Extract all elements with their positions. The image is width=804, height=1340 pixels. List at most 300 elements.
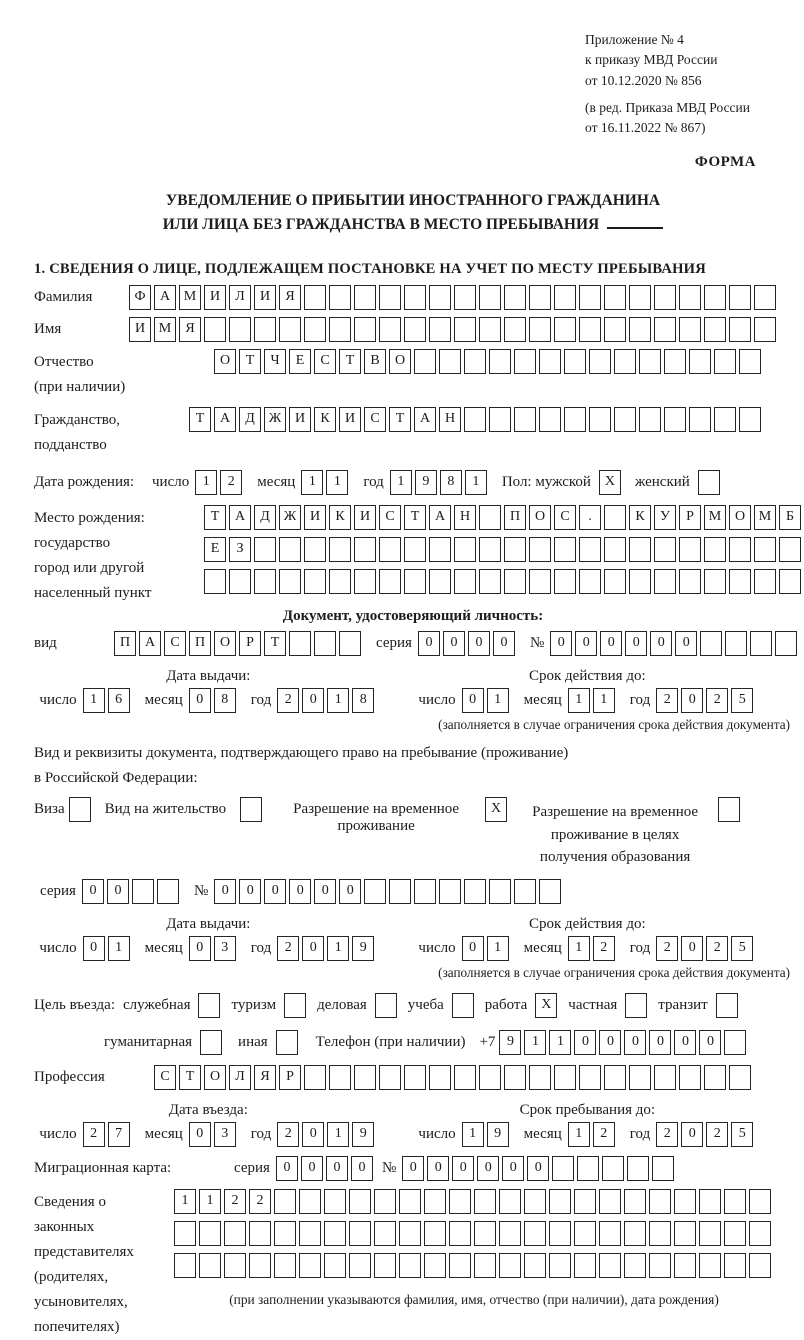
char-cell[interactable]: И [304,505,326,530]
business-checkbox[interactable] [375,993,397,1018]
char-cell[interactable]: 8 [214,688,236,713]
char-cell[interactable] [604,1065,626,1090]
char-cell[interactable] [624,1189,646,1214]
char-cell[interactable] [174,1221,196,1246]
char-cell[interactable] [249,1253,271,1278]
char-cell[interactable]: Т [204,505,226,530]
char-cell[interactable]: 0 [681,688,703,713]
char-cell[interactable]: О [204,1065,226,1090]
private-checkbox[interactable] [625,993,647,1018]
char-cell[interactable]: И [339,407,361,432]
char-cell[interactable] [464,407,486,432]
char-cell[interactable] [739,407,761,432]
char-cell[interactable] [529,569,551,594]
char-cell[interactable]: 1 [108,936,130,961]
char-cell[interactable] [679,317,701,342]
char-cell[interactable]: 0 [301,1156,323,1181]
char-cell[interactable] [779,537,801,562]
char-cell[interactable] [514,349,536,374]
char-cell[interactable] [454,285,476,310]
char-cell[interactable] [627,1156,649,1181]
char-cell[interactable]: Т [339,349,361,374]
char-cell[interactable]: 0 [351,1156,373,1181]
char-cell[interactable] [599,1221,621,1246]
char-cell[interactable] [199,1253,221,1278]
char-cell[interactable]: 6 [108,688,130,713]
char-cell[interactable]: 9 [352,936,374,961]
char-cell[interactable] [679,537,701,562]
char-cell[interactable] [329,317,351,342]
char-cell[interactable] [514,407,536,432]
char-cell[interactable]: К [329,505,351,530]
char-cell[interactable]: Я [279,285,301,310]
char-cell[interactable]: К [629,505,651,530]
char-cell[interactable] [479,505,501,530]
char-cell[interactable] [679,1065,701,1090]
char-cell[interactable] [652,1156,674,1181]
visa-checkbox[interactable] [69,797,91,822]
char-cell[interactable] [254,569,276,594]
char-cell[interactable]: 0 [82,879,104,904]
char-cell[interactable]: 2 [593,936,615,961]
char-cell[interactable]: 0 [624,1030,646,1055]
char-cell[interactable] [279,569,301,594]
char-cell[interactable] [577,1156,599,1181]
char-cell[interactable] [729,1065,751,1090]
char-cell[interactable] [539,879,561,904]
char-cell[interactable] [289,631,311,656]
char-cell[interactable] [454,1065,476,1090]
char-cell[interactable]: 1 [487,688,509,713]
char-cell[interactable]: 2 [277,1122,299,1147]
char-cell[interactable] [304,569,326,594]
char-cell[interactable]: А [139,631,161,656]
char-cell[interactable] [539,407,561,432]
char-cell[interactable] [749,1189,771,1214]
char-cell[interactable] [429,537,451,562]
char-cell[interactable]: А [154,285,176,310]
char-cell[interactable]: О [214,631,236,656]
char-cell[interactable] [529,537,551,562]
char-cell[interactable] [775,631,797,656]
char-cell[interactable] [354,537,376,562]
char-cell[interactable] [204,317,226,342]
char-cell[interactable]: 2 [220,470,242,495]
char-cell[interactable] [589,407,611,432]
char-cell[interactable]: 0 [600,631,622,656]
char-cell[interactable]: С [314,349,336,374]
char-cell[interactable] [654,317,676,342]
char-cell[interactable] [424,1221,446,1246]
char-cell[interactable] [399,1221,421,1246]
char-cell[interactable] [329,1065,351,1090]
char-cell[interactable] [399,1253,421,1278]
char-cell[interactable] [724,1253,746,1278]
char-cell[interactable] [574,1221,596,1246]
official-checkbox[interactable] [198,993,220,1018]
char-cell[interactable] [499,1221,521,1246]
char-cell[interactable] [499,1189,521,1214]
char-cell[interactable] [299,1221,321,1246]
char-cell[interactable] [604,505,626,530]
char-cell[interactable]: 1 [199,1189,221,1214]
char-cell[interactable] [679,569,701,594]
char-cell[interactable] [424,1253,446,1278]
char-cell[interactable] [739,349,761,374]
char-cell[interactable] [429,317,451,342]
char-cell[interactable] [224,1221,246,1246]
char-cell[interactable] [724,1030,746,1055]
char-cell[interactable]: 0 [650,631,672,656]
char-cell[interactable] [574,1253,596,1278]
char-cell[interactable]: 1 [327,1122,349,1147]
char-cell[interactable] [254,537,276,562]
char-cell[interactable]: 3 [214,936,236,961]
char-cell[interactable] [374,1189,396,1214]
char-cell[interactable]: Е [289,349,311,374]
char-cell[interactable] [349,1221,371,1246]
char-cell[interactable]: З [229,537,251,562]
char-cell[interactable]: 1 [462,1122,484,1147]
char-cell[interactable] [439,879,461,904]
char-cell[interactable]: Я [179,317,201,342]
char-cell[interactable] [364,879,386,904]
char-cell[interactable]: В [364,349,386,374]
char-cell[interactable]: Т [389,407,411,432]
char-cell[interactable]: С [164,631,186,656]
char-cell[interactable] [704,317,726,342]
char-cell[interactable] [664,349,686,374]
char-cell[interactable] [474,1221,496,1246]
female-checkbox[interactable] [698,470,720,495]
char-cell[interactable]: Л [229,285,251,310]
char-cell[interactable] [354,317,376,342]
char-cell[interactable] [654,1065,676,1090]
char-cell[interactable] [529,285,551,310]
char-cell[interactable]: 3 [214,1122,236,1147]
char-cell[interactable] [414,349,436,374]
char-cell[interactable] [249,1221,271,1246]
char-cell[interactable]: Ж [264,407,286,432]
char-cell[interactable] [224,1253,246,1278]
char-cell[interactable]: Ч [264,349,286,374]
char-cell[interactable]: 1 [568,688,590,713]
char-cell[interactable] [624,1221,646,1246]
char-cell[interactable] [549,1253,571,1278]
char-cell[interactable]: 1 [326,470,348,495]
char-cell[interactable]: М [179,285,201,310]
char-cell[interactable] [439,349,461,374]
char-cell[interactable] [399,1189,421,1214]
char-cell[interactable] [554,537,576,562]
transit-checkbox[interactable] [716,993,738,1018]
char-cell[interactable] [649,1221,671,1246]
char-cell[interactable]: 0 [427,1156,449,1181]
char-cell[interactable] [324,1189,346,1214]
char-cell[interactable] [329,285,351,310]
char-cell[interactable]: Д [254,505,276,530]
char-cell[interactable]: 1 [524,1030,546,1055]
char-cell[interactable] [474,1253,496,1278]
char-cell[interactable] [750,631,772,656]
char-cell[interactable]: 0 [599,1030,621,1055]
char-cell[interactable]: А [214,407,236,432]
residence-permit-checkbox[interactable] [240,797,262,822]
char-cell[interactable] [779,569,801,594]
char-cell[interactable] [729,317,751,342]
char-cell[interactable] [404,1065,426,1090]
char-cell[interactable] [324,1221,346,1246]
char-cell[interactable] [304,285,326,310]
char-cell[interactable] [424,1189,446,1214]
char-cell[interactable] [554,1065,576,1090]
char-cell[interactable]: 5 [731,688,753,713]
char-cell[interactable] [549,1221,571,1246]
char-cell[interactable]: М [754,505,776,530]
char-cell[interactable] [304,317,326,342]
char-cell[interactable] [349,1253,371,1278]
char-cell[interactable] [649,1253,671,1278]
char-cell[interactable] [725,631,747,656]
char-cell[interactable] [479,569,501,594]
char-cell[interactable] [304,537,326,562]
char-cell[interactable]: 1 [568,936,590,961]
char-cell[interactable] [379,569,401,594]
char-cell[interactable] [489,407,511,432]
char-cell[interactable]: Т [179,1065,201,1090]
char-cell[interactable]: 2 [593,1122,615,1147]
char-cell[interactable] [579,537,601,562]
char-cell[interactable]: Р [239,631,261,656]
other-checkbox[interactable] [276,1030,298,1055]
char-cell[interactable] [479,537,501,562]
char-cell[interactable] [614,349,636,374]
char-cell[interactable] [714,407,736,432]
char-cell[interactable] [479,1065,501,1090]
char-cell[interactable] [379,1065,401,1090]
char-cell[interactable]: 0 [675,631,697,656]
char-cell[interactable] [604,285,626,310]
char-cell[interactable] [429,285,451,310]
char-cell[interactable]: 2 [656,936,678,961]
char-cell[interactable] [449,1189,471,1214]
char-cell[interactable] [489,879,511,904]
char-cell[interactable]: 9 [352,1122,374,1147]
char-cell[interactable] [754,317,776,342]
char-cell[interactable]: 0 [302,936,324,961]
char-cell[interactable]: П [504,505,526,530]
char-cell[interactable] [279,317,301,342]
char-cell[interactable]: 1 [568,1122,590,1147]
char-cell[interactable] [449,1221,471,1246]
char-cell[interactable]: С [364,407,386,432]
char-cell[interactable]: 2 [249,1189,271,1214]
char-cell[interactable]: Р [279,1065,301,1090]
char-cell[interactable] [579,569,601,594]
char-cell[interactable] [499,1253,521,1278]
char-cell[interactable] [349,1189,371,1214]
char-cell[interactable]: П [114,631,136,656]
char-cell[interactable] [339,631,361,656]
char-cell[interactable]: Я [254,1065,276,1090]
char-cell[interactable]: 0 [477,1156,499,1181]
char-cell[interactable]: 1 [593,688,615,713]
char-cell[interactable] [374,1221,396,1246]
char-cell[interactable]: И [204,285,226,310]
char-cell[interactable] [429,1065,451,1090]
char-cell[interactable]: 0 [625,631,647,656]
char-cell[interactable] [524,1253,546,1278]
char-cell[interactable] [464,349,486,374]
char-cell[interactable]: Л [229,1065,251,1090]
char-cell[interactable] [564,349,586,374]
char-cell[interactable]: 9 [487,1122,509,1147]
char-cell[interactable]: А [229,505,251,530]
char-cell[interactable] [629,285,651,310]
char-cell[interactable] [429,569,451,594]
char-cell[interactable]: 0 [214,879,236,904]
char-cell[interactable] [699,1253,721,1278]
char-cell[interactable]: А [414,407,436,432]
char-cell[interactable]: 1 [390,470,412,495]
char-cell[interactable]: И [254,285,276,310]
char-cell[interactable]: Д [239,407,261,432]
char-cell[interactable] [504,317,526,342]
char-cell[interactable] [299,1189,321,1214]
char-cell[interactable] [749,1253,771,1278]
char-cell[interactable]: 0 [574,1030,596,1055]
char-cell[interactable] [749,1221,771,1246]
char-cell[interactable]: Т [239,349,261,374]
char-cell[interactable]: 0 [276,1156,298,1181]
char-cell[interactable] [132,879,154,904]
char-cell[interactable] [229,317,251,342]
char-cell[interactable]: 0 [418,631,440,656]
char-cell[interactable]: 1 [487,936,509,961]
char-cell[interactable]: 0 [302,1122,324,1147]
char-cell[interactable] [604,317,626,342]
char-cell[interactable]: О [389,349,411,374]
char-cell[interactable] [404,569,426,594]
char-cell[interactable] [529,317,551,342]
char-cell[interactable] [554,569,576,594]
char-cell[interactable]: 8 [352,688,374,713]
char-cell[interactable]: М [154,317,176,342]
char-cell[interactable]: 0 [189,1122,211,1147]
char-cell[interactable]: 0 [264,879,286,904]
char-cell[interactable]: 1 [327,688,349,713]
char-cell[interactable] [589,349,611,374]
char-cell[interactable] [574,1189,596,1214]
char-cell[interactable] [199,1221,221,1246]
char-cell[interactable] [664,407,686,432]
char-cell[interactable]: Т [264,631,286,656]
char-cell[interactable] [504,1065,526,1090]
char-cell[interactable] [379,285,401,310]
temp-residence-education-checkbox[interactable] [718,797,740,822]
char-cell[interactable] [524,1221,546,1246]
humanitarian-checkbox[interactable] [200,1030,222,1055]
char-cell[interactable]: 9 [499,1030,521,1055]
char-cell[interactable] [229,569,251,594]
char-cell[interactable] [299,1253,321,1278]
char-cell[interactable] [549,1189,571,1214]
char-cell[interactable] [654,569,676,594]
char-cell[interactable]: М [704,505,726,530]
char-cell[interactable]: 0 [289,879,311,904]
char-cell[interactable] [729,285,751,310]
char-cell[interactable] [674,1189,696,1214]
char-cell[interactable]: 0 [462,936,484,961]
char-cell[interactable]: 5 [731,1122,753,1147]
char-cell[interactable]: 7 [108,1122,130,1147]
char-cell[interactable]: 0 [402,1156,424,1181]
char-cell[interactable]: 0 [674,1030,696,1055]
char-cell[interactable] [724,1221,746,1246]
char-cell[interactable] [389,879,411,904]
char-cell[interactable] [689,349,711,374]
char-cell[interactable]: Н [439,407,461,432]
char-cell[interactable] [479,317,501,342]
char-cell[interactable]: И [354,505,376,530]
char-cell[interactable]: Е [204,537,226,562]
char-cell[interactable] [629,537,651,562]
char-cell[interactable] [700,631,722,656]
char-cell[interactable] [504,569,526,594]
char-cell[interactable] [699,1221,721,1246]
char-cell[interactable]: 1 [465,470,487,495]
char-cell[interactable]: 5 [731,936,753,961]
char-cell[interactable] [524,1189,546,1214]
char-cell[interactable]: 2 [277,936,299,961]
char-cell[interactable] [564,407,586,432]
char-cell[interactable] [274,1253,296,1278]
char-cell[interactable] [639,407,661,432]
char-cell[interactable]: 0 [83,936,105,961]
char-cell[interactable] [329,569,351,594]
char-cell[interactable] [754,569,776,594]
char-cell[interactable] [754,285,776,310]
char-cell[interactable] [374,1253,396,1278]
char-cell[interactable] [404,285,426,310]
char-cell[interactable] [314,631,336,656]
char-cell[interactable] [704,537,726,562]
char-cell[interactable]: 2 [706,688,728,713]
char-cell[interactable]: 0 [649,1030,671,1055]
char-cell[interactable]: 0 [339,879,361,904]
char-cell[interactable] [714,349,736,374]
char-cell[interactable]: 1 [195,470,217,495]
char-cell[interactable]: 1 [174,1189,196,1214]
char-cell[interactable] [279,537,301,562]
char-cell[interactable] [454,537,476,562]
char-cell[interactable] [704,569,726,594]
char-cell[interactable]: 0 [189,688,211,713]
char-cell[interactable] [404,537,426,562]
char-cell[interactable] [674,1253,696,1278]
char-cell[interactable] [379,317,401,342]
char-cell[interactable]: 0 [107,879,129,904]
char-cell[interactable] [629,317,651,342]
char-cell[interactable] [704,1065,726,1090]
char-cell[interactable] [157,879,179,904]
char-cell[interactable]: 2 [83,1122,105,1147]
char-cell[interactable]: . [579,505,601,530]
char-cell[interactable] [464,879,486,904]
char-cell[interactable]: 0 [239,879,261,904]
char-cell[interactable]: С [154,1065,176,1090]
char-cell[interactable] [579,285,601,310]
